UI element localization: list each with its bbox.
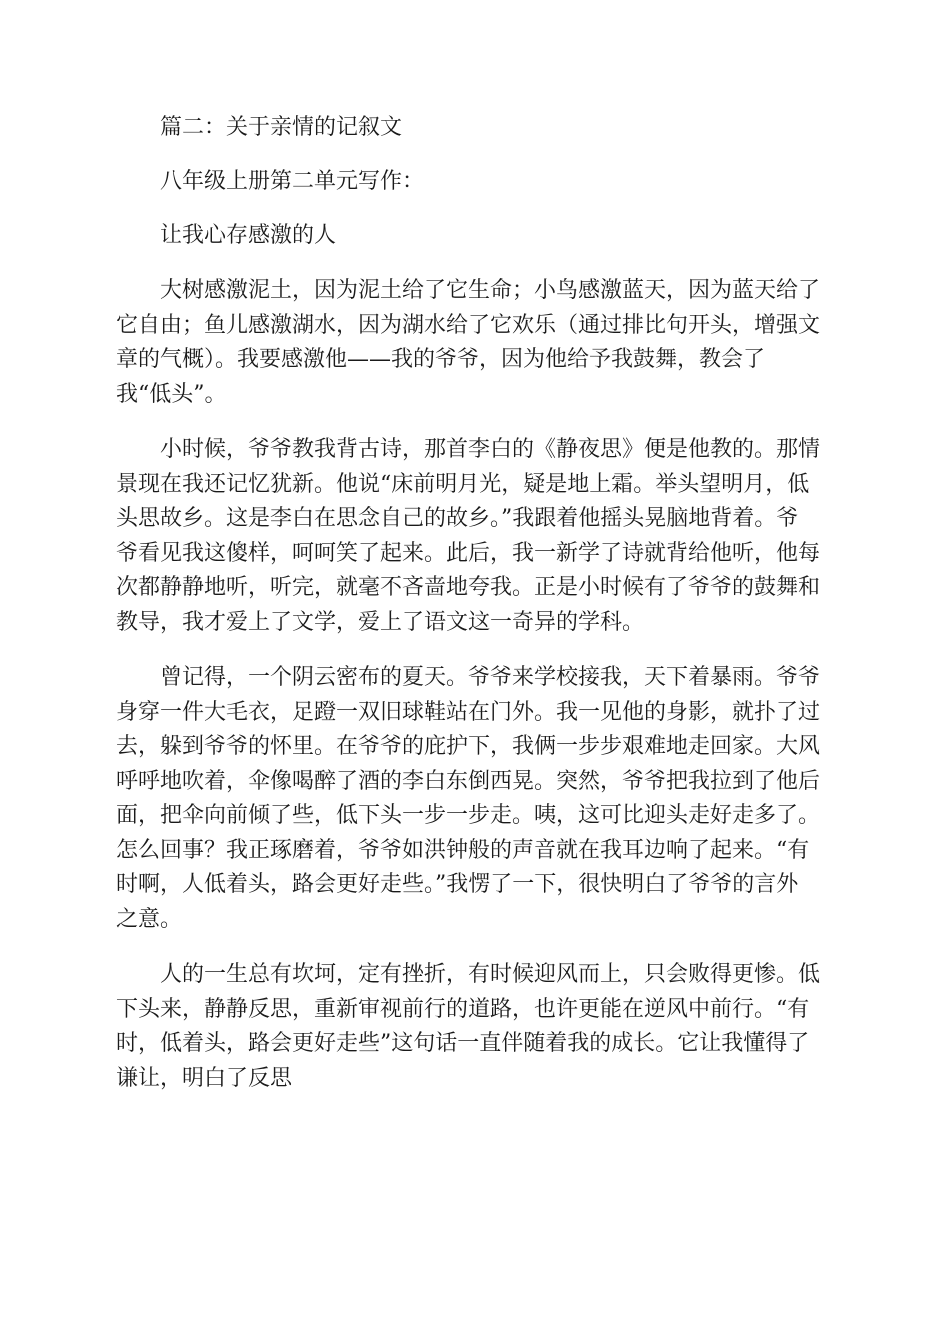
- assignment-title: 八年级上册第二单元写作：: [160, 169, 425, 194]
- paragraph-line: 时，低着头，路会更好走些”这句话一直伴随着我的成长。它让我懂得了: [116, 1031, 810, 1056]
- paragraph-line: 呼呼地吹着，伞像喝醉了酒的李白东倒西晃。突然，爷爷把我拉到了他后: [116, 768, 821, 794]
- document-body: [116, 112, 834, 1117]
- paragraph-line: 面，把伞向前倾了些，低下头一步一步走。咦，这可比迎头走好走多了。: [116, 803, 821, 828]
- paragraph-line: 章的气概）。我要感激他——我的爷爷，因为他给予我鼓舞，教会了: [116, 347, 766, 372]
- paragraph-line: 教导，我才爱上了文学，爱上了语文这一奇异的学科。: [116, 609, 645, 635]
- paragraph-line: 它自由；鱼儿感激湖水，因为湖水给了它欢乐（通过排比句开头，增强文: [116, 312, 821, 338]
- paragraph-line: 时啊，人低着头，路会更好走些。”我愣了一下，很快明白了爷爷的言外: [116, 872, 799, 897]
- paragraph-line: 去，躲到爷爷的怀里。在爷爷的庇护下，我俩一步步艰难地走回家。大风: [116, 734, 821, 759]
- paragraph-line: 次都静静地听，听完，就毫不吝啬地夸我。正是小时候有了爷爷的鼓舞和: [116, 575, 821, 600]
- paragraph-4: [116, 958, 834, 1096]
- paragraph-2: [116, 433, 834, 640]
- paragraph-line: 下头来，静静反思，重新审视前行的道路，也许更能在逆风中前行。“有: [116, 996, 810, 1022]
- paragraph-line: 爷看见我这傻样，呵呵笑了起来。此后，我一新学了诗就背给他听，他每: [116, 540, 821, 566]
- paragraph-line: 我“低头”。: [116, 381, 227, 407]
- paragraph-line: 身穿一件大毛衣，足蹬一双旧球鞋站在门外。我一见他的身影，就扑了过: [116, 699, 821, 725]
- paragraph-line: 大树感激泥土，因为泥土给了它生命；小鸟感激蓝天，因为蓝天给了: [160, 278, 821, 303]
- paragraph-1: [116, 274, 834, 412]
- paragraph-line: 曾记得，一个阴云密布的夏天。爷爷来学校接我，天下着暴雨。爷爷: [160, 665, 821, 690]
- paragraph-line: 之意。: [116, 906, 183, 932]
- paragraph-line: 怎么回事？我正琢磨着，爷爷如洪钟般的声音就在我耳边响了起来。“有: [116, 837, 810, 863]
- paragraph-line: 人的一生总有坎坷，定有挫折，有时候迎风而上，只会败得更惨。低: [160, 962, 821, 987]
- paragraph-line: 景现在我还记忆犹新。他说“床前明月光，疑是地上霜。举头望明月，低: [116, 471, 810, 497]
- section-title: 篇二：关于亲情的记叙文: [160, 115, 403, 140]
- paragraph-line: 谦让，明白了反思: [116, 1065, 293, 1091]
- essay-title: 让我心存感激的人: [160, 223, 337, 248]
- paragraph-line: 小时候，爷爷教我背古诗，那首李白的《静夜思》便是他教的。那情: [160, 437, 821, 462]
- paragraph-line: 头思故乡。这是李白在思念自己的故乡。”我跟着他摇头晃脑地背着。爷: [116, 506, 799, 531]
- paragraph-3: [116, 661, 834, 937]
